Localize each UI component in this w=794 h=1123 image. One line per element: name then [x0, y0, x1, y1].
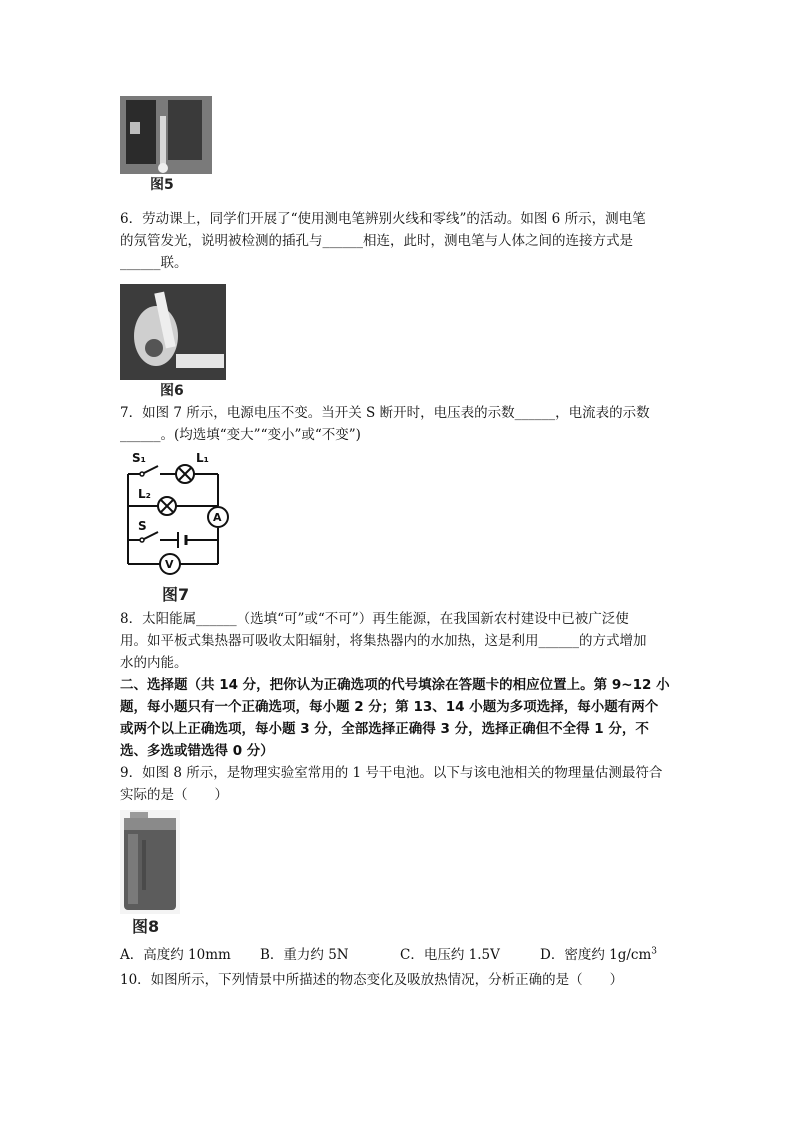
label-l1: L₁ [196, 451, 209, 465]
option-d-superscript: 3 [651, 946, 657, 957]
question-9 [120, 762, 680, 806]
q7-line-2: ______。(均选填“变大”“变小”或“不变”) [120, 427, 361, 443]
section-2-line-3: 或两个以上正确选项，每小题 3 分，全部选择正确得 3 分，选择正确但不全得 1 分，不 [120, 721, 649, 737]
option-d-text: D．密度约 1g/cm [540, 947, 652, 963]
figure-8-photo [120, 810, 180, 914]
switch-s1-contact [140, 472, 144, 476]
q9-line-2: 实际的是（ ） [120, 787, 228, 803]
label-ammeter: A [213, 511, 222, 524]
label-l2: L₂ [138, 487, 151, 501]
section-2-line-4: 选、多选或错选得 0 分） [120, 743, 274, 759]
lamp-l1 [176, 465, 194, 483]
label-voltmeter: V [165, 558, 174, 571]
figure-8 [120, 810, 184, 940]
q6-line-2: 的氖管发光，说明被检测的插孔与______相连，此时，测电笔与人体之间的连接方式是 [120, 233, 633, 249]
label-s1: S₁ [132, 451, 146, 465]
figure-6-photo [120, 284, 226, 380]
label-s: S [138, 519, 147, 533]
q8-line-3: 水的内能。 [120, 655, 188, 671]
figure-6-caption: 图6 [160, 383, 184, 399]
section-2-line-2: 题，每小题只有一个正确选项，每小题 2 分；第 13、14 小题为多项选择，每小题有两个 [120, 699, 659, 715]
lamp-l2 [158, 497, 176, 515]
option-b[interactable]: B．重力约 5N [260, 947, 349, 963]
question-8 [120, 608, 680, 674]
q9-line-1: 9．如图 8 所示，是物理实验室常用的 1 号干电池。以下与该电池相关的物理量估测最符合 [120, 765, 663, 781]
option-a[interactable]: A．高度约 10mm [120, 947, 231, 963]
option-c[interactable]: C．电压约 1.5V [400, 947, 500, 963]
battery [178, 532, 186, 548]
q8-line-2: 用。如平板式集热器可吸收太阳辐射，将集热器内的水加热，这是利用______的方式增加 [120, 633, 647, 649]
circuit-diagram [120, 448, 230, 580]
section-2-instructions [120, 674, 680, 762]
question-6 [120, 208, 680, 274]
q10-line-1: 10．如图所示，下列情景中所描述的物态变化及吸放热情况，分析正确的是（ ） [120, 972, 624, 988]
figure-7 [120, 448, 230, 608]
question-7 [120, 402, 680, 446]
section-2-line-1: 二、选择题（共 14 分，把你认为正确选项的代号填涂在答题卡的相应位置上。第 9~12 小 [120, 677, 670, 693]
figure-6 [120, 284, 228, 398]
option-d[interactable] [540, 943, 657, 963]
q7-line-1: 7．如图 7 所示，电源电压不变。当开关 S 断开时，电压表的示数______，电流表的示数 [120, 405, 650, 421]
switch-s-contact [140, 538, 144, 542]
q8-line-1: 8．太阳能属______（选填“可”或“不可”）再生能源，在我国新农村建设中已被广泛使 [120, 611, 629, 627]
figure-5-photo [120, 96, 212, 174]
figure-7-caption: 图7 [162, 585, 190, 604]
figure-8-caption: 图8 [132, 917, 160, 936]
q6-line-3: ______联。 [120, 255, 188, 271]
q6-line-1: 6．劳动课上，同学们开展了“使用测电笔辨别火线和零线”的活动。如图 6 所示，测电笔 [120, 211, 646, 227]
figure-5-caption: 图5 [150, 177, 174, 193]
figure-5 [120, 96, 212, 192]
question-10 [120, 969, 680, 991]
